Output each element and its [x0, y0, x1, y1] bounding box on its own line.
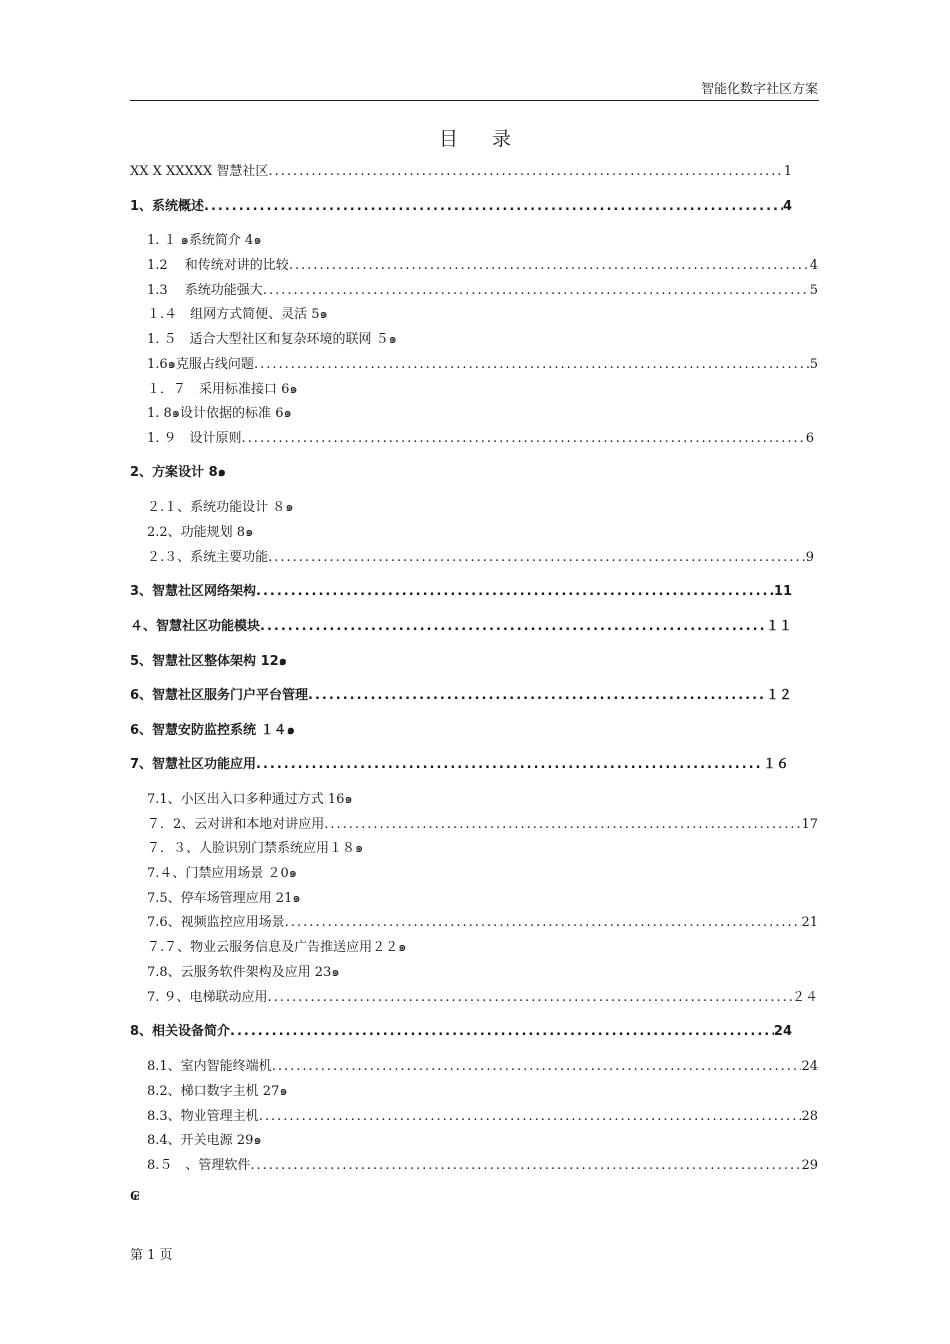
toc-entry[interactable] — [130, 618, 792, 636]
toc-entry[interactable] — [130, 687, 792, 705]
toc-leader-dots — [256, 583, 774, 601]
toc-entry-page: 5 — [809, 283, 818, 298]
toc-leader-dots — [242, 430, 806, 448]
toc-entry-label: 8.3、物业管理主机 — [147, 1109, 259, 1124]
toc-entry-page: 4 — [782, 199, 792, 214]
toc-entry[interactable] — [147, 232, 262, 250]
toc-entry[interactable] — [147, 791, 353, 809]
toc-entry[interactable] — [147, 306, 328, 324]
toc-entry-label: 8.4、开关电源 29๑ — [147, 1133, 262, 1148]
toc-entry-label: 1. ９ 设计原则 — [147, 431, 242, 446]
toc-entry[interactable] — [130, 583, 792, 601]
toc-entry[interactable] — [130, 163, 792, 181]
toc-leader-dots — [230, 1023, 774, 1041]
toc-entry-label: 5、智慧社区整体架构 12๑ — [130, 654, 287, 669]
toc-leader-dots — [256, 756, 763, 774]
toc-entry[interactable] — [147, 524, 253, 542]
toc-entry-label: 8、相关设备简介 — [130, 1024, 231, 1039]
toc-entry-label: １.４ 组网方式简便、灵活 5๑ — [147, 307, 328, 322]
toc-entry-label: 2.2、功能规划 8๑ — [147, 525, 254, 540]
toc-entry[interactable] — [130, 198, 792, 216]
toc-entry-page: 4 — [809, 258, 818, 273]
toc-entry-label: 7.４、门禁应用场景 ２0๑ — [147, 866, 298, 881]
toc-leader-dots — [254, 356, 810, 374]
toc-entry[interactable] — [130, 653, 287, 671]
toc-leader-dots — [308, 687, 766, 705]
toc-entry-page: ２４ — [791, 990, 818, 1005]
toc-entry-page: １６ — [762, 757, 789, 772]
toc-leader-dots — [204, 198, 783, 216]
toc-entry[interactable] — [147, 1058, 818, 1076]
toc-entry[interactable] — [147, 405, 292, 423]
toc-entry[interactable] — [147, 257, 818, 275]
toc-entry-label: 7.6、视频监控应用场景 — [147, 915, 285, 930]
toc-entry-label: 1. ５ 适合大型社区和复杂环境的联网 ５๑ — [147, 332, 397, 347]
toc-entry[interactable] — [147, 840, 363, 858]
toc-entry-label: 1.3 系统功能强大 — [147, 283, 263, 298]
toc-entry-label: ２.１、系统功能设计 ８๑ — [147, 500, 294, 515]
toc-entry[interactable] — [147, 865, 297, 883]
toc-entry-label: 2、方案设计 8๑ — [130, 465, 226, 480]
toc-leader-dots — [285, 914, 802, 932]
toc-entry-page: １２ — [765, 688, 792, 703]
toc-entry-label: 1、系统概述 — [130, 199, 205, 214]
toc-entry-label: １．７ 采用标准接口 6๑ — [147, 382, 298, 397]
toc-entry-label: 1. 8๑设计依据的标准 6๑ — [147, 406, 292, 421]
toc-entry-label: 1.6๑克服占线问题 — [147, 357, 254, 372]
toc-entry-label: ４、智慧社区功能模块 — [130, 619, 261, 634]
toc-entry-label: 7.1、小区出入口多种通过方式 16๑ — [147, 792, 353, 807]
toc-entry[interactable] — [147, 964, 340, 982]
toc-entry[interactable] — [147, 816, 818, 834]
toc-entry[interactable] — [130, 1023, 792, 1041]
toc-entry[interactable] — [147, 430, 814, 448]
toc-leader-dots — [289, 257, 810, 275]
toc-leader-dots — [324, 816, 801, 834]
toc-entry[interactable] — [147, 1132, 262, 1150]
toc-entry-page: 24 — [773, 1024, 792, 1039]
toc-entry[interactable] — [147, 1157, 818, 1175]
toc-entry[interactable] — [147, 1108, 818, 1126]
toc-entry[interactable] — [147, 549, 814, 567]
toc-entry[interactable] — [147, 499, 294, 517]
toc-entry-label: 6、智慧社区服务门户平台管理 — [130, 688, 309, 703]
toc-entry-label: ７．2、云对讲和本地对讲应用 — [147, 817, 325, 832]
toc-entry[interactable] — [147, 914, 818, 932]
toc-leader-dots — [268, 989, 792, 1007]
toc-entry-page: 17 — [801, 817, 818, 832]
toc-entry-label: ７.７、物业云服务信息及广告推送应用２２๑ — [147, 940, 407, 955]
running-header: 智能化数字社区方案 — [700, 82, 818, 97]
toc-entry-page: １１ — [765, 619, 792, 634]
toc-leader-dots — [260, 618, 766, 636]
toc-entry-label: 1.2 和传统对讲的比较 — [147, 258, 289, 273]
toc-entry-label: 1. １ ๑系统简介 4๑ — [147, 233, 262, 248]
toc-leader-dots — [272, 1058, 802, 1076]
toc-leader-dots — [250, 1157, 801, 1175]
toc-entry[interactable] — [130, 464, 226, 482]
toc-entry[interactable] — [147, 890, 301, 908]
toc-entry-page: 5 — [809, 357, 818, 372]
toc-entry-label: 7.8、云服务软件架构及应用 23๑ — [147, 965, 340, 980]
end-mark: ₢ — [130, 1188, 141, 1204]
toc-leader-dots — [268, 163, 783, 181]
toc-entry-label: 7. ９、电梯联动应用 — [147, 990, 268, 1005]
toc-entry[interactable] — [147, 1083, 288, 1101]
toc-entry-label: 7、智慧社区功能应用 — [130, 757, 257, 772]
toc-entry[interactable] — [147, 989, 818, 1007]
toc-leader-dots — [259, 1108, 802, 1126]
toc-title: 目 录 — [438, 128, 526, 150]
toc-entry[interactable] — [147, 331, 397, 349]
toc-entry[interactable] — [130, 722, 295, 740]
toc-entry[interactable] — [130, 756, 789, 774]
toc-leader-dots — [263, 282, 810, 300]
toc-entry-page: 1 — [783, 164, 792, 179]
toc-entry-label: XX X XXXXX 智慧社区 — [130, 164, 269, 179]
toc-entry-label: 8.５ 、管理软件 — [147, 1158, 251, 1173]
toc-entry-page: 24 — [801, 1059, 818, 1074]
toc-entry-label: 8.1、室内智能终端机 — [147, 1059, 272, 1074]
toc-entry[interactable] — [147, 939, 406, 957]
toc-entry-label: 7.5、停车场管理应用 21๑ — [147, 891, 301, 906]
toc-entry[interactable] — [147, 282, 818, 300]
toc-entry-page: 29 — [801, 1158, 818, 1173]
toc-entry[interactable] — [147, 356, 818, 374]
toc-entry-page: 28 — [801, 1109, 818, 1124]
toc-entry-label: ２.３、系统主要功能 — [147, 550, 269, 565]
toc-entry-page: 6 — [805, 431, 814, 446]
toc-entry-label: 3、智慧社区网络架构 — [130, 584, 257, 599]
page-footer: 第 1 页 — [130, 1248, 173, 1263]
toc-entry-label: ７．３、人脸识别门禁系统应用１８๑ — [147, 841, 364, 856]
toc-entry-label: 8.2、梯口数字主机 27๑ — [147, 1084, 288, 1099]
toc-entry[interactable] — [147, 381, 298, 399]
toc-entry-page: 11 — [773, 584, 792, 599]
toc-entry-page: 9 — [805, 550, 814, 565]
toc-entry-label: 6、智慧安防监控系统 １４๑ — [130, 723, 295, 738]
toc-entry-page: 21 — [801, 915, 818, 930]
toc-leader-dots — [268, 549, 806, 567]
